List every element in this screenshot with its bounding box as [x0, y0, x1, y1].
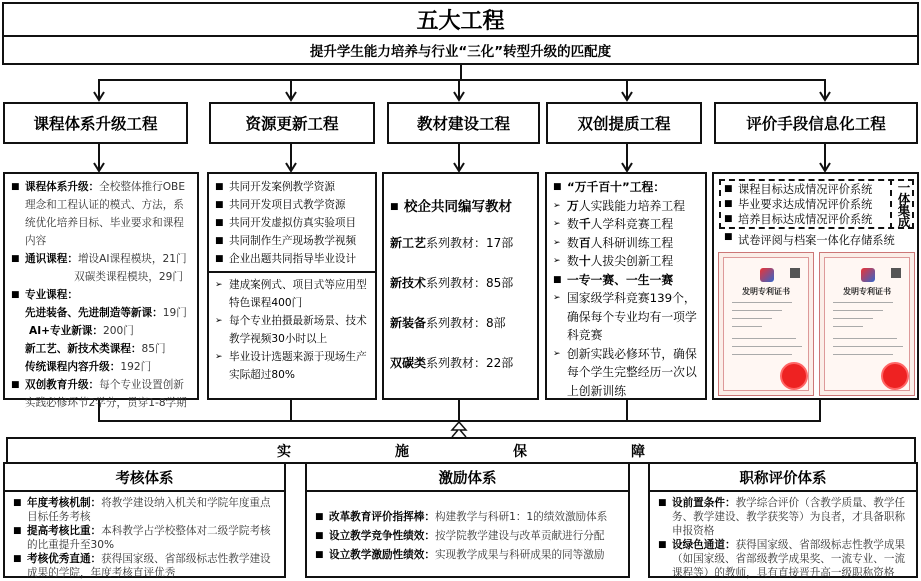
project-head-label: 教材建设工程	[416, 115, 510, 133]
arrow-bullet-icon: ➢	[553, 219, 561, 229]
sub-label: 先进装备、先进制造等新课：	[25, 307, 163, 319]
arrow-bullet-icon: ➢	[553, 237, 561, 248]
arrow-bullet-icon: ➢	[553, 293, 561, 303]
list-item	[215, 178, 369, 196]
item-text: 全校整体推行OBE理念和工程认证的模式、方法，系统优化培养目标、毕业要求和课程内容	[25, 181, 186, 247]
arrow-bullet-icon: ➢	[553, 200, 561, 211]
item-text: 按学院教学建设与改革贡献进行分配	[434, 530, 605, 542]
item-text: 构建教学与科研1：1的绩效激励体系	[434, 511, 608, 523]
series-count: 系列教材：22部	[426, 356, 514, 370]
section-label: 激励体系	[438, 470, 497, 487]
list-item	[315, 527, 620, 546]
list-item	[724, 197, 872, 212]
guarantee-char: 保	[513, 443, 527, 460]
heading-text: 校企共同编写教材	[404, 199, 512, 215]
square-bullet-icon: ■	[215, 254, 224, 264]
subtitle-text: 提升学生能力培养与行业“三化”转型升级的匹配度	[309, 44, 612, 60]
list-item	[658, 496, 908, 538]
evaluation-panel	[712, 172, 919, 400]
item-bold: 万	[567, 198, 579, 213]
square-bullet-icon: ■	[315, 550, 324, 560]
sub-item	[11, 340, 191, 358]
item-label: 设前置条件：	[672, 497, 736, 509]
item-label: 考核优秀直通：	[27, 553, 102, 565]
square-bullet-icon: ■	[13, 526, 22, 536]
square-bullet-icon: ■	[215, 182, 224, 192]
square-bullet-icon: ■	[658, 498, 667, 508]
square-bullet-icon: ■	[553, 274, 562, 285]
list-item	[215, 232, 369, 250]
guarantee-char: 障	[631, 443, 645, 460]
item-text: 共同开发虚拟仿真实验项目	[229, 217, 357, 229]
list-item	[658, 538, 908, 580]
square-bullet-icon: ■	[315, 531, 324, 541]
item-label: 专业课程：	[25, 289, 78, 301]
certificate-title: 发明专利证书	[843, 287, 891, 296]
item-label: 课程体系升级：	[25, 181, 100, 193]
result-item	[215, 348, 369, 384]
result-item	[215, 276, 369, 312]
project-head-label: 资源更新工程	[245, 115, 339, 133]
item-text: 增设AI课程模块，21门	[77, 253, 187, 265]
arrow-bullet-icon: ➢	[215, 280, 223, 290]
list-item	[215, 196, 369, 214]
section-head-assessment	[3, 462, 286, 492]
item-text: 每个专业设置创新实践必修环节2学分，贯穿1-8学期	[25, 379, 187, 409]
project-head-curriculum	[3, 102, 188, 144]
square-bullet-icon: ■	[315, 512, 324, 522]
item-text: 建成案例式、项目式等应用型特色课程400门	[229, 279, 367, 309]
qr-code-icon	[790, 268, 800, 278]
sub-value: 19门	[162, 307, 187, 319]
guarantee-char: 施	[395, 443, 409, 460]
section-head-title-evaluation	[648, 462, 918, 492]
item-pre: 数	[567, 235, 579, 250]
series-count: 系列教材：85部	[426, 276, 514, 290]
project-head-label: 双创提质工程	[577, 115, 671, 133]
official-seal-icon	[780, 362, 808, 390]
list-item	[553, 197, 699, 216]
innovation-heading-2	[553, 271, 699, 290]
item-text: 毕业要求达成情况评价系统	[738, 198, 873, 211]
sub-value: 192门	[120, 361, 152, 373]
item-text: 培养目标达成情况评价系统	[738, 213, 873, 226]
square-bullet-icon: ■	[390, 202, 399, 212]
title-evaluation-panel	[648, 490, 918, 578]
sub-item	[11, 322, 191, 340]
textbook-heading	[390, 198, 531, 216]
sub-item	[11, 358, 191, 376]
square-bullet-icon: ■	[553, 182, 562, 192]
sub-label: 新工艺、新技术类课程：	[25, 343, 142, 355]
square-bullet-icon: ■	[724, 199, 733, 209]
systems-list	[724, 182, 872, 227]
resources-panel	[207, 172, 377, 400]
item-bold: 百	[578, 235, 591, 250]
series-count: 系列教材：17部	[426, 236, 514, 250]
textbook-row	[390, 274, 531, 292]
incentive-panel	[305, 490, 630, 578]
item-label: 改革教育评价指挥棒：	[329, 511, 435, 523]
official-seal-icon	[881, 362, 909, 390]
square-bullet-icon: ■	[215, 218, 224, 228]
item-text: 将教学建设纳入机关和学院年度重点目标任务考核	[27, 497, 271, 523]
square-bullet-icon: ■	[215, 200, 224, 210]
cnipa-logo-icon	[861, 268, 875, 282]
patent-certificate-1	[718, 252, 814, 396]
heading-text: “万千百十”工程：	[567, 180, 666, 194]
item-text: 创新实践必修环节，确保每个学生完整经历一次以上创新训练	[567, 346, 697, 398]
square-bullet-icon: ■	[658, 540, 667, 550]
item-text: 人实践能力培养工程	[578, 198, 685, 213]
series-label: 新工艺	[390, 236, 427, 250]
square-bullet-icon: ■	[724, 232, 733, 242]
arrow-bullet-icon: ➢	[215, 316, 223, 326]
list-item	[11, 376, 191, 412]
item-text: 国家级学科竞赛139个，确保每个专业均有一项学科竞赛	[567, 291, 697, 342]
sub-label: AI+专业新课：	[29, 325, 103, 337]
item-text: 毕业设计选题来源于现场生产实际超过80%	[229, 351, 367, 381]
list-item	[553, 252, 699, 271]
square-bullet-icon: ■	[13, 498, 22, 508]
guarantee-title	[6, 437, 916, 464]
project-head-innovation	[546, 102, 702, 144]
sub-value: 200门	[103, 325, 134, 337]
item-pre: 数	[567, 217, 579, 231]
divider	[209, 271, 375, 273]
arrow-bullet-icon: ➢	[215, 352, 223, 362]
item-text: 本科教学占学校整体对二级学院考核的比重提升至30%	[27, 525, 271, 551]
item-text: 人拔尖创新工程	[590, 254, 674, 268]
item-text: 共同开发项目式教学资源	[229, 199, 346, 211]
series-count: 系列教材：8部	[426, 316, 506, 330]
patent-certificate-2	[819, 252, 915, 396]
item-text: 实现教学成果与科研成果的同等激励	[434, 549, 605, 561]
textbooks-panel	[382, 172, 539, 400]
list-item	[11, 286, 191, 304]
section-label: 考核体系	[115, 470, 174, 487]
list-item	[13, 496, 276, 524]
item-label: 双创教育升级：	[25, 379, 100, 391]
result-item	[215, 312, 369, 348]
list-item	[13, 524, 276, 552]
list-item	[553, 215, 699, 234]
sub-value: 85门	[141, 343, 166, 355]
item-text: 企业出题共同指导毕业设计	[229, 253, 357, 265]
list-item	[553, 345, 699, 401]
list-item	[315, 508, 620, 527]
item-label: 通识课程：	[25, 253, 78, 265]
certificate-title: 发明专利证书	[742, 287, 790, 296]
item-label: 设立教学竞争性绩效：	[329, 530, 435, 542]
list-item	[724, 182, 872, 197]
square-bullet-icon: ■	[11, 254, 20, 264]
square-bullet-icon: ■	[11, 290, 20, 300]
project-head-evaluation	[714, 102, 918, 144]
item-text: 共同开发案例教学资源	[229, 181, 335, 193]
square-bullet-icon: ■	[11, 182, 20, 192]
certificate-frame	[723, 257, 809, 391]
integration-label: 一体集成	[890, 179, 914, 229]
series-label: 双碳类	[390, 356, 427, 370]
item-text: 每个专业拍摄最新场景、技术教学视频30小时以上	[229, 315, 367, 345]
arrow-bullet-icon: ➢	[553, 348, 561, 359]
project-head-resources	[209, 102, 375, 144]
square-bullet-icon: ■	[724, 184, 733, 194]
list-item	[11, 250, 191, 268]
item-text: 课程目标达成情况评价系统	[738, 183, 873, 196]
square-bullet-icon: ■	[215, 236, 224, 246]
item-bold: 十	[578, 254, 591, 268]
sub-label: 传统课程内容升级：	[25, 361, 121, 373]
list-item	[724, 232, 895, 248]
item-text: 试卷评阅与档案一体化存储系统	[738, 234, 895, 247]
innovation-heading-1	[553, 178, 699, 197]
curriculum-panel	[3, 172, 199, 409]
item-text: 教学综合评价（含教学质量、教学任务、教学建设、教学获奖等）为良者，才具备职称申报资格	[672, 497, 906, 537]
heading-text: 一专一赛、一生一赛	[567, 272, 674, 287]
assessment-panel	[3, 490, 286, 578]
textbook-row	[390, 354, 531, 372]
item-bold: 千	[578, 217, 591, 231]
item-text: 获得国家级、省部级标志性教学建设成果的学院，年度考核直评优秀	[27, 553, 271, 579]
certificate-frame	[824, 257, 910, 391]
qr-code-icon	[891, 268, 901, 278]
item-pre: 数	[567, 254, 579, 268]
list-item	[724, 212, 872, 227]
square-bullet-icon: ■	[724, 214, 733, 224]
list-item	[215, 214, 369, 232]
list-item	[11, 178, 191, 250]
section-label: 职称评价体系	[739, 470, 827, 487]
project-head-label: 课程体系升级工程	[33, 115, 158, 133]
project-head-textbooks	[387, 102, 540, 144]
textbook-row	[390, 314, 531, 332]
item-label: 年度考核机制：	[27, 497, 102, 509]
square-bullet-icon: ■	[13, 554, 22, 564]
square-bullet-icon: ■	[11, 380, 20, 390]
arrow-bullet-icon: ➢	[553, 256, 561, 266]
list-item	[553, 289, 699, 345]
item-label: 设立教学激励性绩效：	[329, 549, 435, 561]
list-item	[315, 546, 620, 565]
item-text-cont: 双碳类课程模块，29门	[74, 271, 183, 283]
item-text: 人科研训练工程	[590, 235, 674, 250]
guarantee-char: 实	[277, 443, 291, 460]
textbook-row	[390, 234, 531, 252]
item-label: 设绿色通道：	[672, 539, 736, 551]
sub-item	[11, 304, 191, 322]
item-text: 获得国家级、省部级标志性教学成果（如国家级、省部级教学成果奖、一流专业、一流课程等）的教师，具有直接晋升高一级职称资格	[672, 539, 906, 579]
cnipa-logo-icon	[760, 268, 774, 282]
item-text: 共同制作生产现场教学视频	[229, 235, 357, 247]
list-item	[13, 552, 276, 580]
item-label: 提高考核比重：	[27, 525, 102, 537]
series-label: 新技术	[390, 276, 427, 290]
series-label: 新装备	[390, 316, 427, 330]
project-head-label: 评价手段信息化工程	[746, 115, 886, 133]
list-item	[553, 234, 699, 253]
innovation-panel	[545, 172, 707, 400]
list-item	[215, 250, 369, 268]
item-text: 人学科竞赛工程	[590, 217, 674, 231]
title-text: 五大工程	[416, 9, 505, 34]
section-head-incentive	[305, 462, 630, 492]
